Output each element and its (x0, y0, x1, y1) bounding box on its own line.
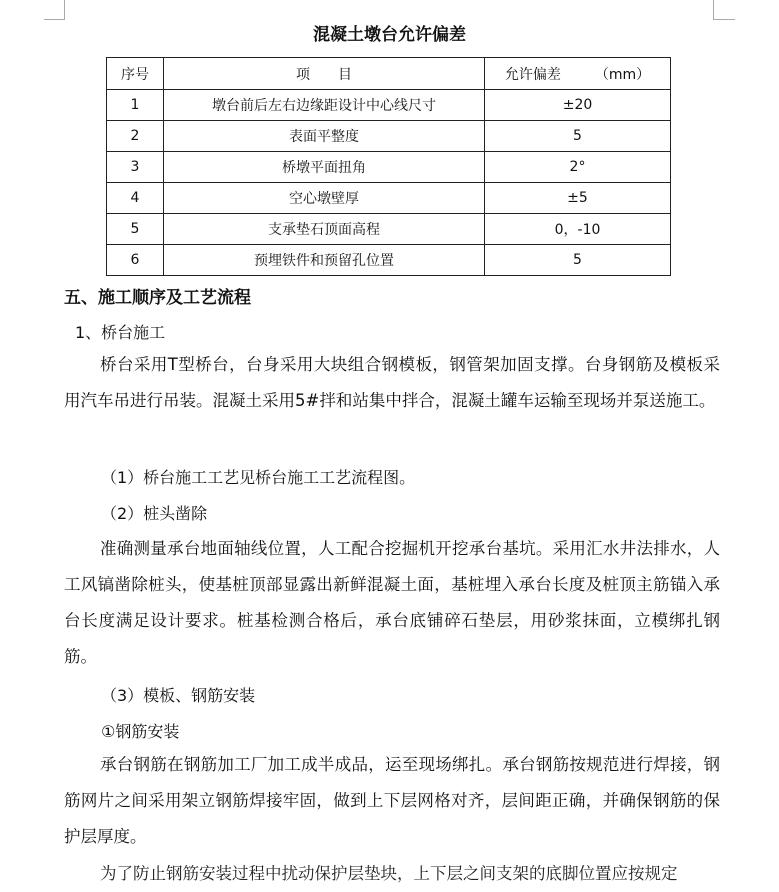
header-item (164, 58, 485, 90)
table-row (107, 214, 671, 245)
table-row (107, 245, 671, 276)
cell-no: 5 (107, 214, 164, 245)
list-item-formwork-rebar: （3）模板、钢筋安装 (101, 686, 256, 705)
table-row (107, 152, 671, 183)
crop-mark-left-vertical (64, 0, 65, 20)
header-item-label: 项 目 (296, 66, 352, 83)
cell-item: 空心墩壁厚 (164, 183, 485, 214)
cell-no: 2 (107, 121, 164, 152)
tolerance-table (106, 57, 671, 276)
cell-tolerance: 5 (485, 245, 671, 276)
paragraph-rebar-install: 承台钢筋在钢筋加工厂加工成半成品，运至现场绑扎。承台钢筋按规范进行焊接，钢筋网片之间采用架立钢筋焊接牢固，做到上下层网格对齐，层间距正确，并确保钢筋的保护层厚度。 (64, 755, 720, 846)
paragraph-pile-head: 准确测量承台地面轴线位置，人工配合挖掘机开挖承台基坑。采用汇水井法排水，人工风镐凿除桩头，使基桩顶部显露出新鲜混凝土面，基桩埋入承台长度及桩顶主筋锚入承台长度满足设计要求。桩基检测合格后，承台底铺碎石垫层，用砂浆抹面，立模绑扎钢筋。 (64, 539, 720, 666)
list-item-process-flow: （1）桥台施工工艺见桥台施工工艺流程图。 (101, 468, 416, 487)
cell-item: 桥墩平面扭角 (164, 152, 485, 183)
header-unit-label: （mm） (594, 66, 651, 83)
subsection-title: 1、桥台施工 (75, 323, 166, 342)
section-heading: 五、施工顺序及工艺流程 (64, 288, 251, 308)
header-tolerance-label: 允许偏差 (504, 66, 561, 83)
paragraph-cutoff (64, 856, 720, 883)
crop-mark-right-vertical (713, 0, 714, 20)
cell-item: 预埋铁件和预留孔位置 (164, 245, 485, 276)
cell-tolerance: 2° (485, 152, 671, 183)
header-tolerance (485, 58, 671, 90)
header-no: 序号 (107, 58, 164, 90)
cell-no: 1 (107, 90, 164, 121)
paragraph-cutoff-text: 为了防止钢筋安装过程中扰动保护层垫块，上下层之间支架的底脚位置应按规定 (100, 864, 678, 883)
table-title: 混凝土墩台允许偏差 (313, 25, 466, 45)
table-row (107, 121, 671, 152)
cell-tolerance: 0，-10 (485, 214, 671, 245)
cell-tolerance: ±5 (485, 183, 671, 214)
list-item-pile-head: （2）桩头凿除 (101, 504, 208, 523)
table-header-row (107, 58, 671, 90)
cell-no: 3 (107, 152, 164, 183)
cell-no: 4 (107, 183, 164, 214)
cell-item: 墩台前后左右边缘距设计中心线尺寸 (164, 90, 485, 121)
table-row (107, 90, 671, 121)
cell-item: 表面平整度 (164, 121, 485, 152)
table-row (107, 183, 671, 214)
cell-item: 支承垫石顶面高程 (164, 214, 485, 245)
cell-tolerance: 5 (485, 121, 671, 152)
cell-no: 6 (107, 245, 164, 276)
list-item-rebar-install: ①钢筋安装 (101, 722, 180, 741)
cell-tolerance: ±20 (485, 90, 671, 121)
paragraph-abutment-method: 桥台采用T型桥台，台身采用大块组合钢模板，钢管架加固支撑。台身钢筋及模板采用汽车吊进行吊装。混凝土采用5#拌和站集中拌合，混凝土罐车运输至现场并泵送施工。 (64, 355, 720, 410)
